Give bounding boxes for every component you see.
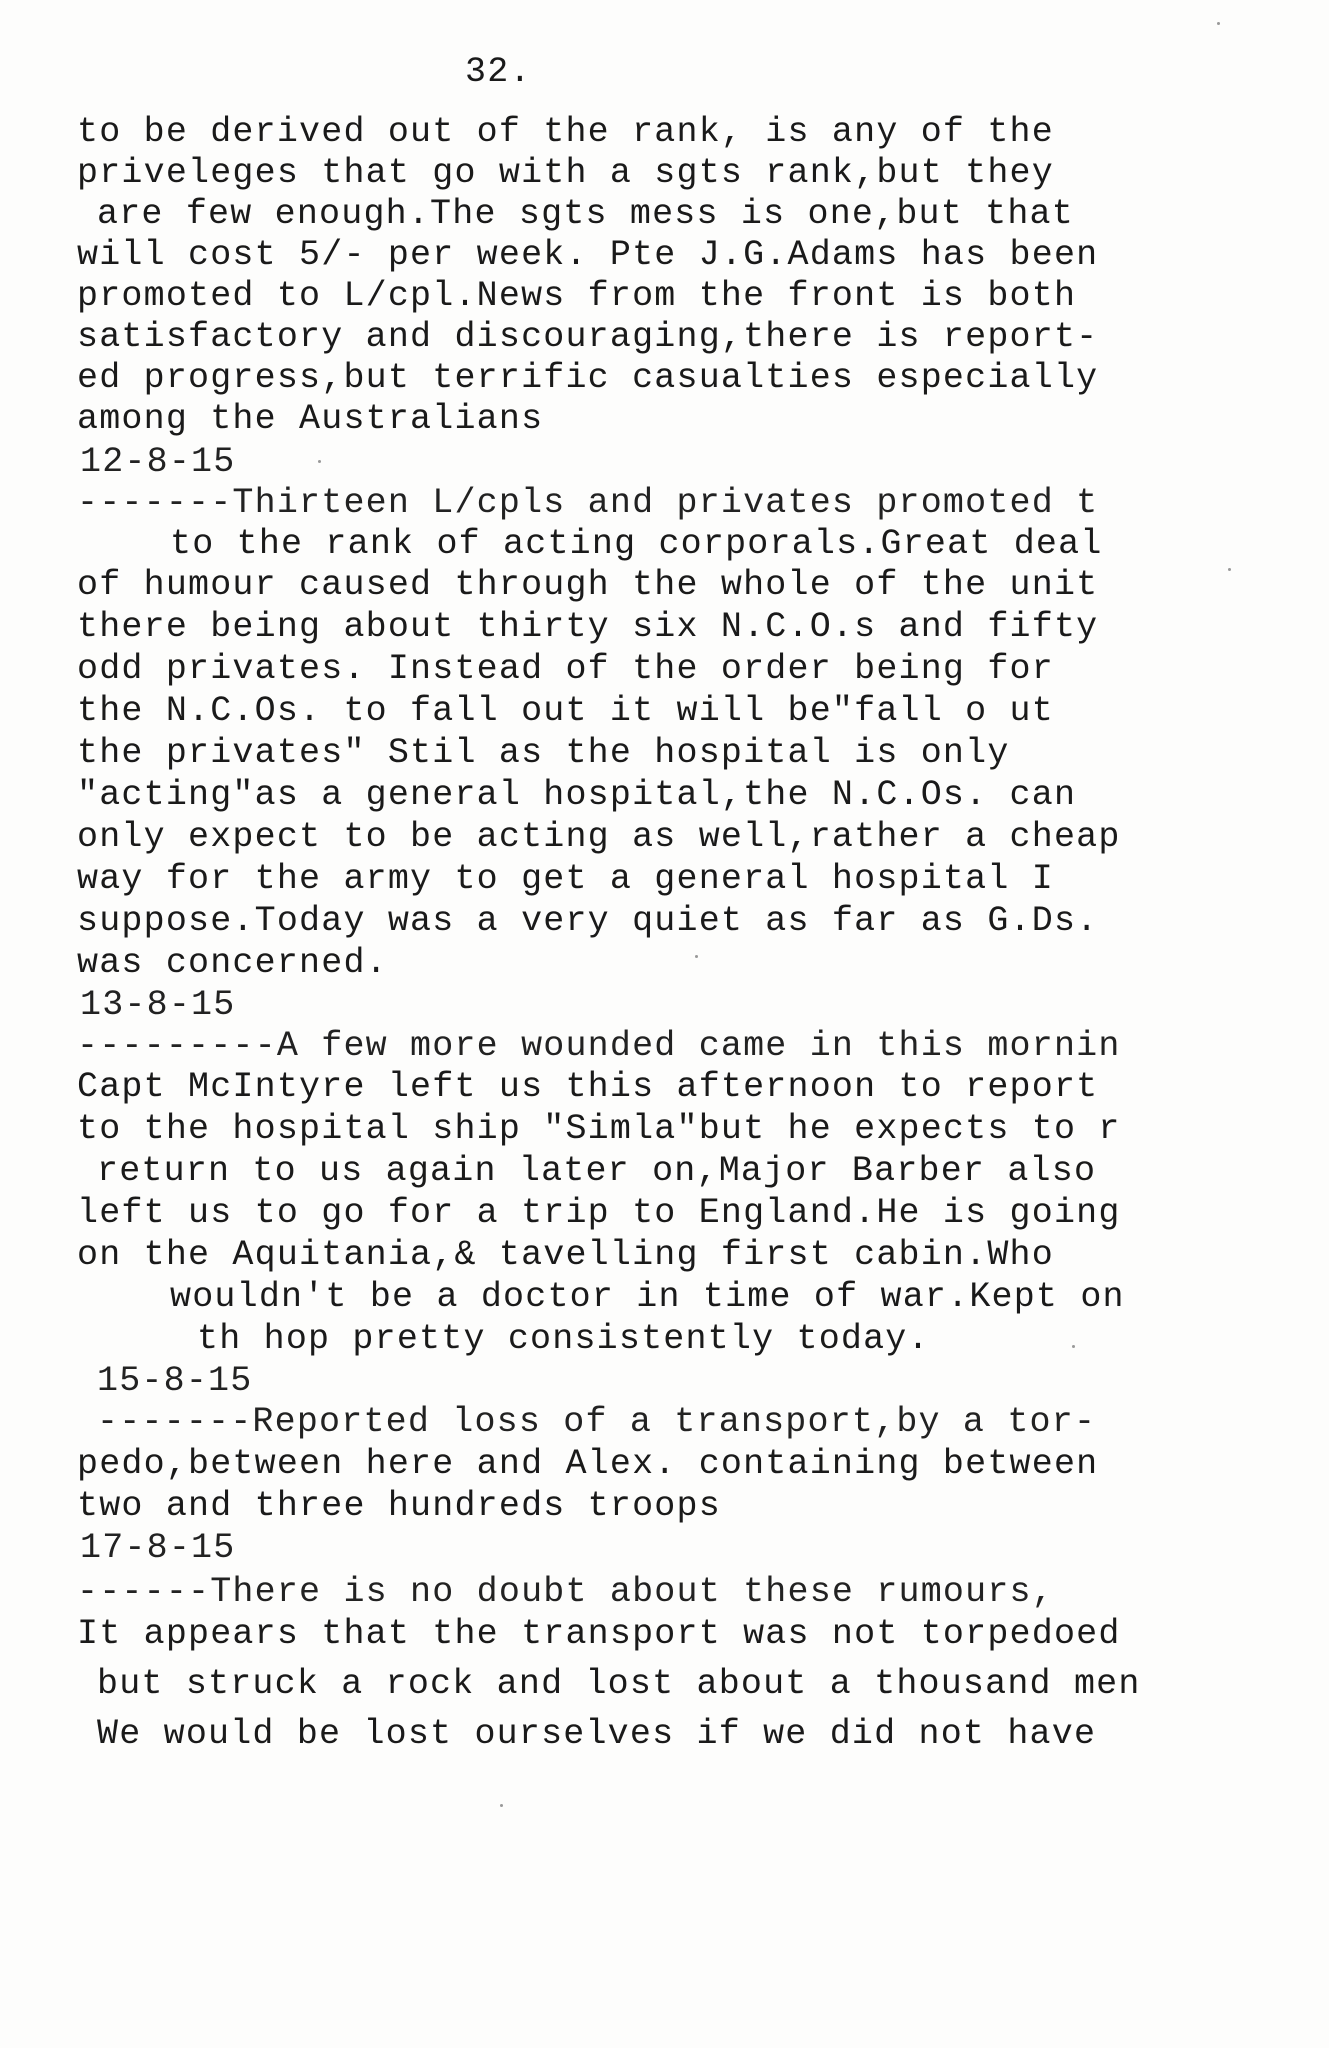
text-line: of humour caused through the whole of the unit bbox=[77, 565, 1099, 605]
scan-speck bbox=[1217, 22, 1220, 25]
text-line: ---------A few more wounded came in this mornin bbox=[77, 1026, 1121, 1066]
text-line: odd privates. Instead of the order being for bbox=[77, 649, 1054, 689]
page-number: 32. bbox=[465, 52, 532, 92]
text-line: -------Reported loss of a transport,by a tor- bbox=[97, 1402, 1097, 1442]
text-line: only expect to be acting as well,rather a cheap bbox=[77, 817, 1121, 857]
text-line: th hop pretty consistently today. bbox=[197, 1319, 930, 1359]
text-line: to the hospital ship "Simla"but he expects to r bbox=[77, 1109, 1121, 1149]
text-line: -------Thirteen L/cpls and privates promoted t bbox=[77, 483, 1099, 523]
text-line: Capt McIntyre left us this afternoon to report bbox=[77, 1067, 1099, 1107]
scan-speck bbox=[695, 955, 698, 958]
text-line: was concerned. bbox=[77, 943, 388, 983]
text-line: priveleges that go with a sgts rank,but they bbox=[77, 153, 1054, 193]
text-line: promoted to L/cpl.News from the front is both bbox=[77, 276, 1077, 316]
scan-speck bbox=[318, 460, 321, 463]
scan-speck bbox=[1228, 568, 1231, 571]
entry-date: 15-8-15 bbox=[97, 1361, 253, 1401]
text-line: among the Australians bbox=[77, 399, 544, 439]
text-line: suppose.Today was a very quiet as far as G.Ds. bbox=[77, 901, 1099, 941]
text-line: the privates" Stil as the hospital is only bbox=[77, 733, 1010, 773]
text-line: It appears that the transport was not torpedoed bbox=[77, 1614, 1121, 1654]
text-line: but struck a rock and lost about a thousand men bbox=[97, 1664, 1141, 1704]
text-line: pedo,between here and Alex. containing between bbox=[77, 1444, 1099, 1484]
text-line: the N.C.Os. to fall out it will be"fall o ut bbox=[77, 691, 1054, 731]
text-line: We would be lost ourselves if we did not have bbox=[97, 1714, 1097, 1754]
entry-date: 12-8-15 bbox=[80, 442, 236, 482]
text-line: will cost 5/- per week. Pte J.G.Adams has been bbox=[77, 235, 1099, 275]
text-line: to the rank of acting corporals.Great deal bbox=[170, 524, 1103, 564]
text-line: ed progress,but terrific casualties especially bbox=[77, 358, 1099, 398]
text-line: ------There is no doubt about these rumours, bbox=[77, 1572, 1054, 1612]
text-line: there being about thirty six N.C.O.s and fifty bbox=[77, 607, 1099, 647]
text-line: on the Aquitania,& tavelling first cabin.Who bbox=[77, 1235, 1054, 1275]
text-line: wouldn't be a doctor in time of war.Kept on bbox=[170, 1277, 1125, 1317]
text-line: satisfactory and discouraging,there is report- bbox=[77, 317, 1099, 357]
entry-date: 13-8-15 bbox=[80, 985, 236, 1025]
entry-date: 17-8-15 bbox=[80, 1528, 236, 1568]
text-line: are few enough.The sgts mess is one,but that bbox=[97, 194, 1074, 234]
text-line: left us to go for a trip to England.He is going bbox=[77, 1193, 1121, 1233]
text-line: "acting"as a general hospital,the N.C.Os. can bbox=[77, 775, 1077, 815]
scan-speck bbox=[500, 1804, 503, 1807]
text-line: to be derived out of the rank, is any of the bbox=[77, 112, 1054, 152]
text-line: two and three hundreds troops bbox=[77, 1486, 721, 1526]
scan-speck bbox=[1072, 1345, 1075, 1348]
text-line: way for the army to get a general hospital I bbox=[77, 859, 1054, 899]
text-line: return to us again later on,Major Barber also bbox=[97, 1151, 1097, 1191]
